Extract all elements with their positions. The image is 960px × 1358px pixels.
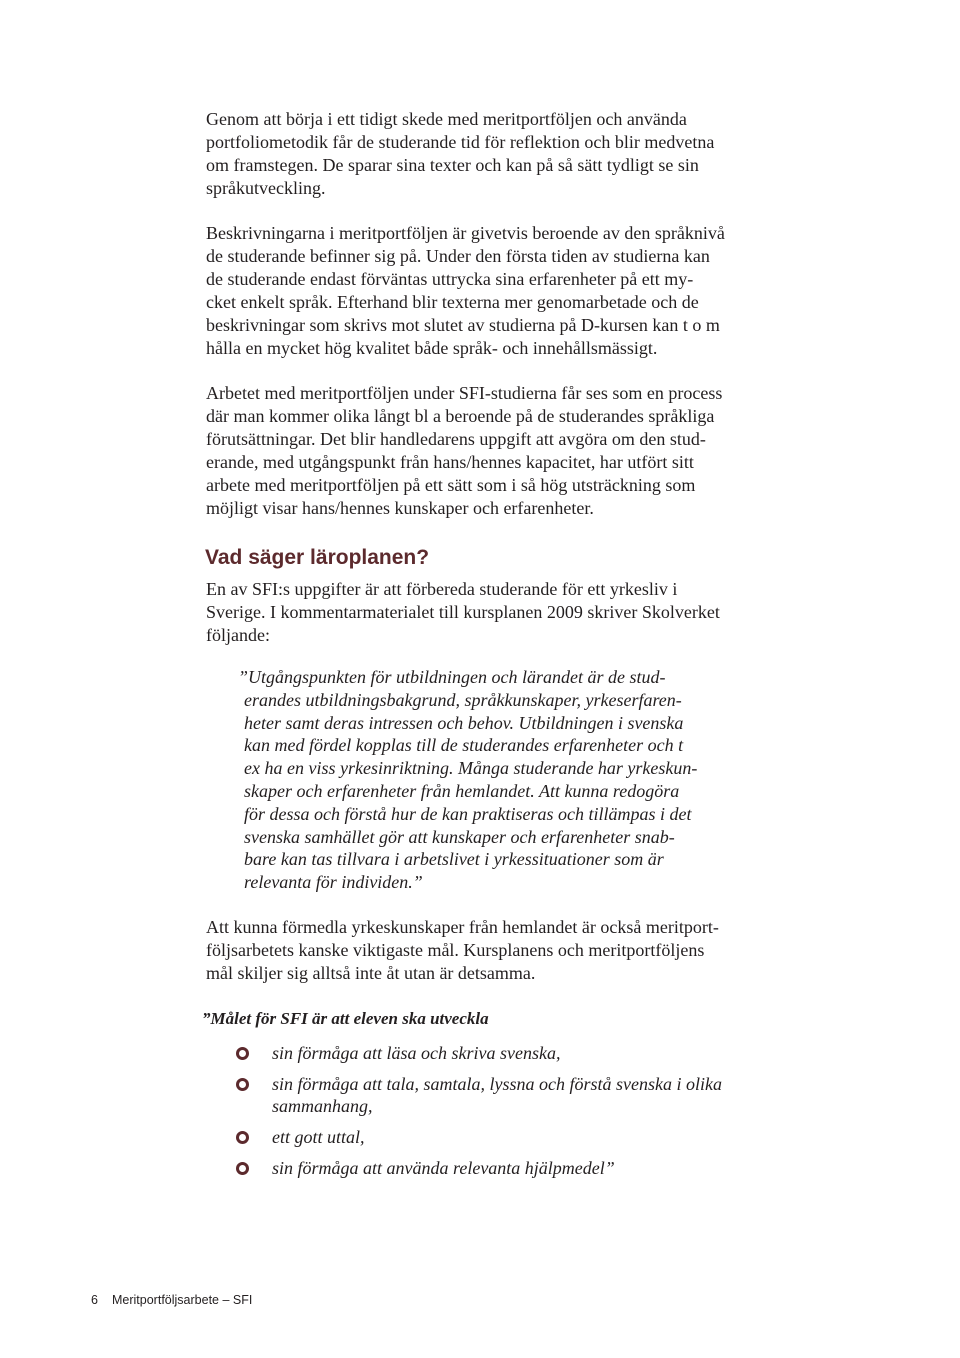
list-item bbox=[232, 1042, 792, 1064]
quote-line: ”Utgångspunkten för utbildningen och lärandet är de stud- bbox=[238, 667, 666, 687]
page-footer bbox=[91, 1292, 252, 1308]
quote-line: ex ha en viss yrkesinriktning. Många studerande har yrkeskun- bbox=[244, 758, 698, 779]
goal-text: ett gott uttal, bbox=[272, 1127, 365, 1147]
text-line: språkutveckling. bbox=[206, 178, 326, 198]
quote-line: heter samt deras intressen och behov. Utbildningen i svenska bbox=[244, 712, 684, 733]
circle-bullet-icon bbox=[236, 1078, 249, 1091]
list-item bbox=[232, 1157, 792, 1179]
quote-line: för dessa och förstå hur de kan praktiseras och tillämpas i det bbox=[244, 803, 692, 824]
goal-text: sin förmåga att läsa och skriva svenska, bbox=[272, 1043, 561, 1063]
section-heading: Vad säger läroplanen? bbox=[205, 546, 430, 569]
text-line: Att kunna förmedla yrkeskunskaper från hemlandet är också meritport- bbox=[206, 917, 719, 937]
quote-line: svenska samhället gör att kunskaper och erfarenheter snab- bbox=[244, 826, 675, 847]
curriculum-quote bbox=[236, 666, 756, 894]
goal-text: sin förmåga att tala, samtala, lyssna och förstå svenska i olika bbox=[272, 1074, 722, 1094]
goal-text: sammanhang, bbox=[272, 1096, 373, 1116]
text-line: de studerande endast förväntas uttrycka sina erfarenheter på ett my- bbox=[206, 269, 694, 289]
text-line: hålla en mycket hög kvalitet både språk- och innehållsmässigt. bbox=[206, 338, 658, 358]
text-line: cket enkelt språk. Efterhand blir texterna mer genomarbetade och de bbox=[206, 292, 699, 312]
text-line: Arbetet med meritportföljen under SFI-studierna får ses som en process bbox=[206, 383, 723, 403]
circle-bullet-icon bbox=[236, 1131, 249, 1144]
quote-line: kan med fördel kopplas till de studerandes erfarenheter och t bbox=[244, 735, 684, 756]
text-line: följande: bbox=[206, 625, 270, 645]
closing-paragraph bbox=[206, 916, 766, 985]
text-line: om framstegen. De sparar sina texter och kan på så sätt tydligt se sin bbox=[206, 155, 699, 175]
text-line: där man kommer olika långt bl a beroende på de studerandes språkliga bbox=[206, 406, 715, 426]
circle-bullet-icon bbox=[236, 1047, 249, 1060]
text-line: Beskrivningarna i meritportföljen är givetvis beroende av den språknivå bbox=[206, 223, 725, 243]
quote-line: skaper och erfarenheter från hemlandet. Att kunna redogöra bbox=[244, 780, 680, 801]
footer-label: Meritportföljsarbete – SFI bbox=[112, 1293, 253, 1307]
text-line: En av SFI:s uppgifter är att förbereda studerande för ett yrkesliv i bbox=[206, 579, 678, 599]
text-line: möjligt visar hans/hennes kunskaper och erfarenheter. bbox=[206, 498, 594, 518]
text-line: arbete med meritportföljen på ett sätt som i så hög utsträckning som bbox=[206, 475, 696, 495]
text-line: beskrivningar som skrivs mot slutet av studierna på D-kursen kan t o m bbox=[206, 315, 720, 335]
page-number: 6 bbox=[91, 1293, 98, 1307]
text-line: följsarbetets kanske viktigaste mål. Kursplanens och meritportföljens bbox=[206, 940, 705, 960]
text-line: Genom att börja i ett tidigt skede med meritportföljen och använda bbox=[206, 109, 687, 129]
circle-bullet-icon bbox=[236, 1162, 249, 1175]
list-item bbox=[232, 1073, 792, 1117]
goal-text: sin förmåga att använda relevanta hjälpmedel” bbox=[272, 1158, 615, 1178]
quote-line: relevanta för individen.” bbox=[244, 872, 423, 893]
paragraph-3 bbox=[206, 382, 766, 520]
paragraph-2 bbox=[206, 222, 766, 360]
text-line: de studerande befinner sig på. Under den första tiden av studierna kan bbox=[206, 246, 710, 266]
text-line: Sverige. I kommentarmaterialet till kursplanen 2009 skriver Skolverket bbox=[206, 602, 720, 622]
quote-line: bare kan tas tillvara i arbetslivet i yrkessituationer som är bbox=[244, 849, 664, 870]
quote-line: erandes utbildningsbakgrund, språkkunskaper, yrkeserfaren- bbox=[244, 689, 682, 710]
list-item bbox=[232, 1126, 792, 1148]
paragraph-1 bbox=[206, 108, 766, 200]
intro-paragraph bbox=[206, 578, 766, 647]
text-line: förutsättningar. Det blir handledarens uppgift att avgöra om den stud- bbox=[206, 429, 706, 449]
goals-list bbox=[232, 1042, 792, 1188]
text-line: erande, med utgångspunkt från hans/hennes kapacitet, har utfört sitt bbox=[206, 452, 694, 472]
text-line: portfoliometodik får de studerande tid för reflektion och blir medvetna bbox=[206, 132, 715, 152]
goals-title: ”Målet för SFI är att eleven ska utveckla bbox=[202, 1009, 489, 1028]
text-line: mål skiljer sig alltså inte åt utan är detsamma. bbox=[206, 963, 536, 983]
